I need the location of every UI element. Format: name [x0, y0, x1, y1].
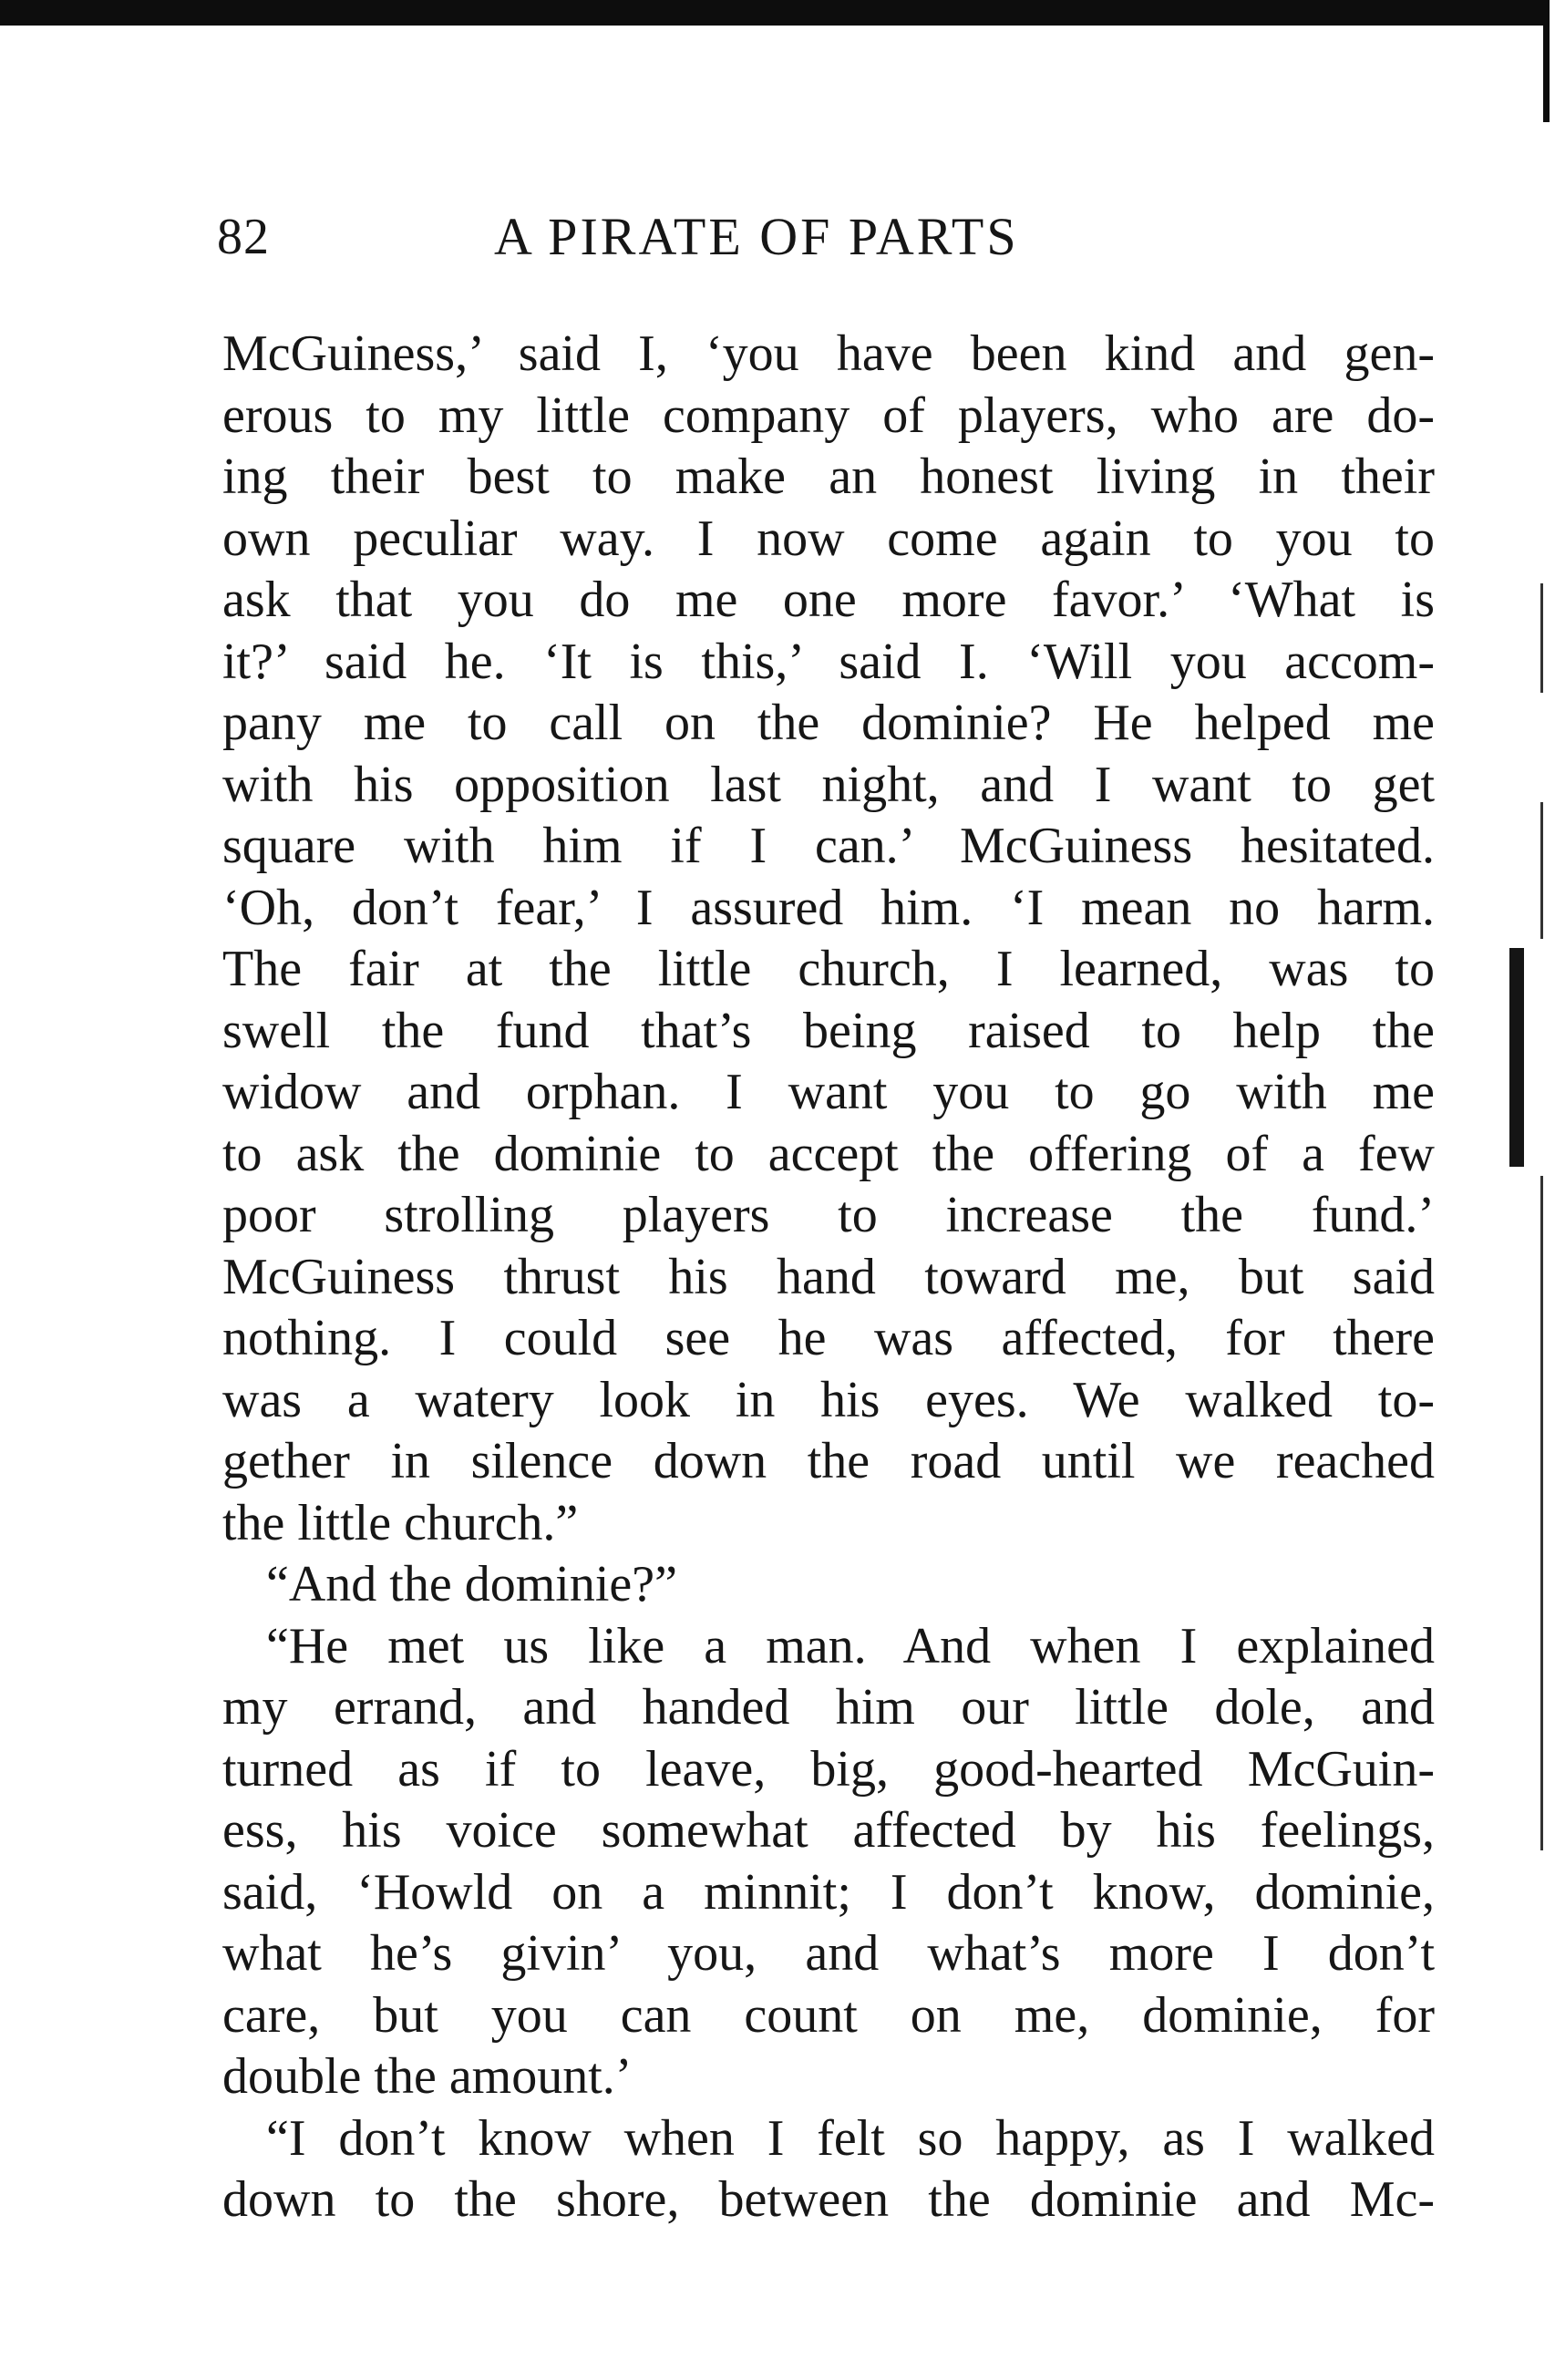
- scan-edge-tick: [1540, 802, 1543, 939]
- text-line: nothing. I could see he was affected, for there: [222, 1310, 1435, 1366]
- text-line: The fair at the little church, I learned, was to: [222, 941, 1435, 997]
- text-line: with his opposition last night, and I want to get: [222, 756, 1435, 813]
- scan-edge-tick: [1540, 1176, 1543, 1850]
- text-line: McGuiness,’ said I, ‘you have been kind and gen-: [222, 325, 1435, 382]
- text-line: what he’s givin’ you, and what’s more I don’t: [222, 1925, 1435, 1982]
- scan-edge-mark: [1509, 948, 1524, 1167]
- text-line: square with him if I can.’ McGuiness hesitated.: [222, 818, 1435, 874]
- text-line: ess, his voice somewhat affected by his feelings,: [222, 1802, 1435, 1859]
- text-line: “And the dominie?”: [266, 1556, 677, 1612]
- text-line: widow and orphan. I want you to go with me: [222, 1064, 1435, 1120]
- text-line: said, ‘Howld on a minnit; I don’t know, dominie,: [222, 1863, 1435, 1921]
- text-line: double the amount.’: [222, 2048, 633, 2105]
- text-line: “I don’t know when I felt so happy, as I walked: [266, 2109, 1435, 2167]
- text-line: McGuiness thrust his hand toward me, but said: [222, 1248, 1435, 1305]
- running-title: A PIRATE OF PARTS: [494, 207, 1019, 266]
- text-line: to ask the dominie to accept the offering of a few: [222, 1125, 1435, 1182]
- text-line: gether in silence down the road until we reached: [222, 1433, 1435, 1489]
- text-line: erous to my little company of players, who are do-: [222, 386, 1435, 444]
- text-line: own peculiar way. I now come again to you to: [222, 510, 1435, 567]
- text-line: my errand, and handed him our little dole, and: [222, 1679, 1435, 1736]
- scan-edge-tick: [1540, 583, 1543, 693]
- text-line: was a watery look in his eyes. We walked to-: [222, 1371, 1435, 1428]
- text-line: ing their best to make an honest living in their: [222, 448, 1435, 505]
- text-line: it?’ said he. ‘It is this,’ said I. ‘Will you accom-: [222, 633, 1435, 690]
- text-line: care, but you can count on me, dominie, for: [222, 1986, 1435, 2044]
- page-number: 82: [217, 209, 270, 265]
- text-line: ask that you do me one more favor.’ ‘What is: [222, 572, 1435, 628]
- text-line: down to the shore, between the dominie and Mc-: [222, 2171, 1435, 2228]
- text-line: ‘Oh, don’t fear,’ I assured him. ‘I mean no harm.: [222, 879, 1435, 936]
- text-line: poor strolling players to increase the fund.’: [222, 1187, 1435, 1243]
- text-line: “He met us like a man. And when I explained: [266, 1617, 1435, 1674]
- page-header: [0, 201, 1555, 273]
- top-border-corner: [1543, 13, 1550, 122]
- text-line: turned as if to leave, big, good-hearted McGuin-: [222, 1740, 1435, 1798]
- text-line: swell the fund that’s being raised to help the: [222, 1002, 1435, 1059]
- top-border-rule: [0, 0, 1550, 26]
- text-line: the little church.”: [222, 1494, 579, 1551]
- body-text: [222, 324, 1435, 2231]
- text-line: pany me to call on the dominie? He helped me: [222, 695, 1435, 751]
